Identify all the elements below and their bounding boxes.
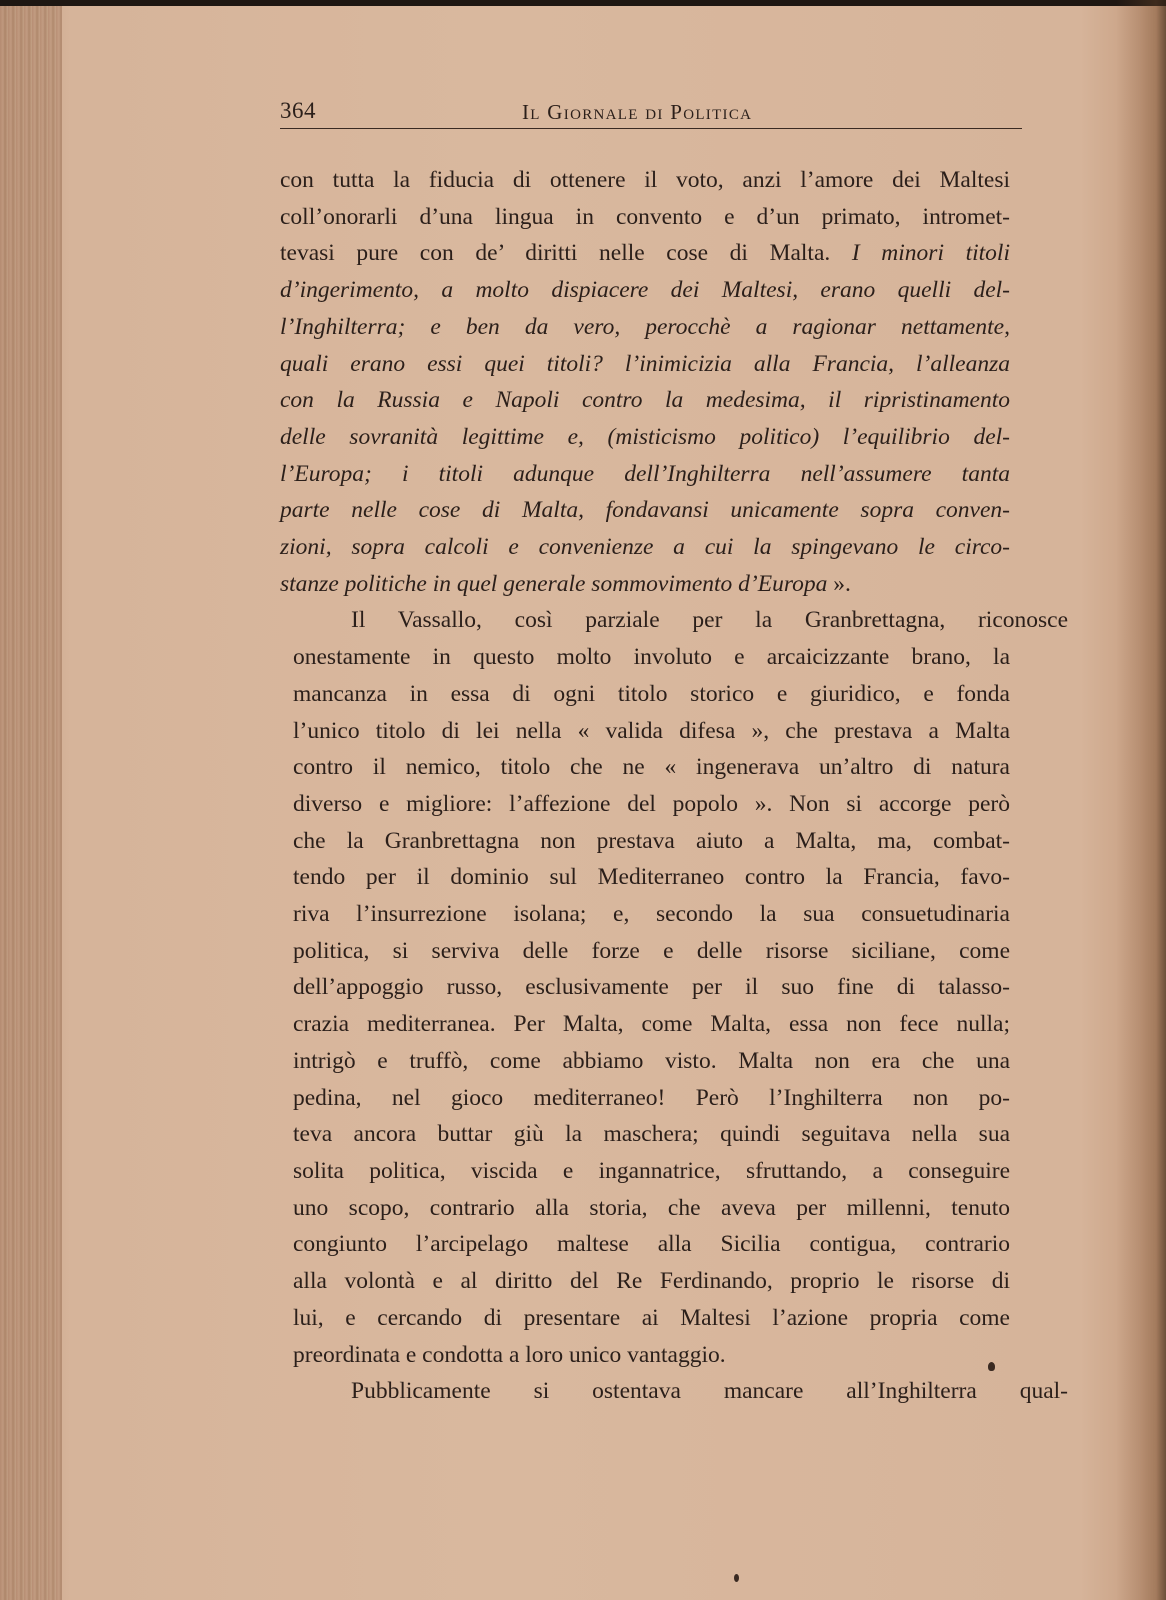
text-line: che la Granbrettagna non prestava aiuto a Malta, ma, combat- [293,827,1010,854]
text-line: riva l’insurrezione isolana; e, secondo la sua consuetudinaria [293,901,1010,928]
text-line: preordinata e condotta a loro unico vantaggio. [293,1341,726,1368]
text-line: uno scopo, contrario alla storia, che aveva per millenni, tenuto [293,1194,1010,1221]
page-number: 364 [280,98,316,123]
ink-speck [734,1574,739,1582]
text-line: solita politica, viscida e ingannatrice, sfruttando, a conseguire [293,1157,1010,1184]
top-border [0,0,1166,6]
quote-line: l’Europa; i titoli adunque dell’Inghilterra nell’assumere tanta [280,460,1010,487]
text-line: l’unico titolo di lei nella « valida difesa », che prestava a Malta [293,717,1010,744]
text-segment: stanze politiche in quel generale sommovimento d’Europa [280,570,828,597]
text-line: mancanza in essa di ogni titolo storico e giuridico, e fonda [293,680,1010,707]
text-line: teva ancora buttar giù la maschera; quindi seguitava nella sua [293,1121,1010,1148]
text-line: politica, si serviva delle forze e delle risorse siciliane, come [293,937,1010,964]
text-line: alla volontà e al diritto del Re Ferdinando, proprio le risorse di [293,1268,1010,1295]
text-line: tendo per il dominio sul Mediterraneo contro la Francia, favo- [293,864,1010,891]
text-line: coll’onorarli d’una lingua in convento e d’un primato, intromet- [280,203,1010,230]
text-line: dell’appoggio russo, esclusivamente per il suo fine di talasso- [293,974,1010,1001]
text-line: con tutta la fiducia di ottenere il voto, anzi l’amore dei Maltesi [280,167,1010,193]
text-segment: ». [833,570,851,597]
right-shadow [1116,0,1166,1600]
quote-line: d’ingerimento, a molto dispiacere dei Maltesi, erano quelli del- [280,277,1010,304]
text-line: lui, e cercando di presentare ai Maltesi l’azione propria come [293,1304,1010,1331]
quote-segment: I minori titoli [851,240,1010,267]
page-edge-stack [0,0,62,1600]
quote-line: parte nelle cose di Malta, fondavansi unicamente sopra conven- [280,497,1010,524]
running-header [280,98,1022,129]
text-line: diverso e migliore: l’affezione del popolo ». Non si accorge però [293,790,1010,817]
text-line: congiunto l’arcipelago maltese alla Sicilia contigua, contrario [293,1231,1010,1258]
text-segment: tevasi pure con de’ diritti nelle cose di Malta. [280,240,831,267]
paragraph-start: Pubblicamente si ostentava mancare all’Inghilterra qual- [351,1378,1068,1405]
body-text [280,162,1068,1410]
text-line [280,235,1010,272]
quote-line [280,566,1010,603]
paragraph-start: Il Vassallo, così parziale per la Granbrettagna, riconosce [351,607,1068,634]
text-line: crazia mediterranea. Per Malta, come Malta, essa non fece nulla; [293,1011,1010,1038]
quote-line: l’Inghilterra; e ben da vero, perocchè a ragionar nettamente, [280,313,1010,340]
text-line: onestamente in questo molto involuto e arcaicizzante brano, la [293,644,1010,671]
text-line: contro il nemico, titolo che ne « ingenerava un’altro di natura [293,754,1010,781]
quote-line: zioni, sopra calcoli e convenienze a cui la spingevano le circo- [280,534,1010,561]
running-title: Il Giornale di Politica [522,100,753,124]
quote-line: quali erano essi quei titoli? l’inimicizia alla Francia, l’alleanza [280,350,1010,377]
quote-line: delle sovranità legittime e, (misticismo politico) l’equilibrio del- [280,423,1010,450]
quote-line: con la Russia e Napoli contro la medesima, il ripristinamento [280,387,1010,414]
text-line: pedina, nel gioco mediterraneo! Però l’Inghilterra non po- [293,1084,1010,1111]
text-line: intrigò e truffò, come abbiamo visto. Malta non era che una [293,1047,1010,1074]
ink-mark [988,1362,995,1371]
